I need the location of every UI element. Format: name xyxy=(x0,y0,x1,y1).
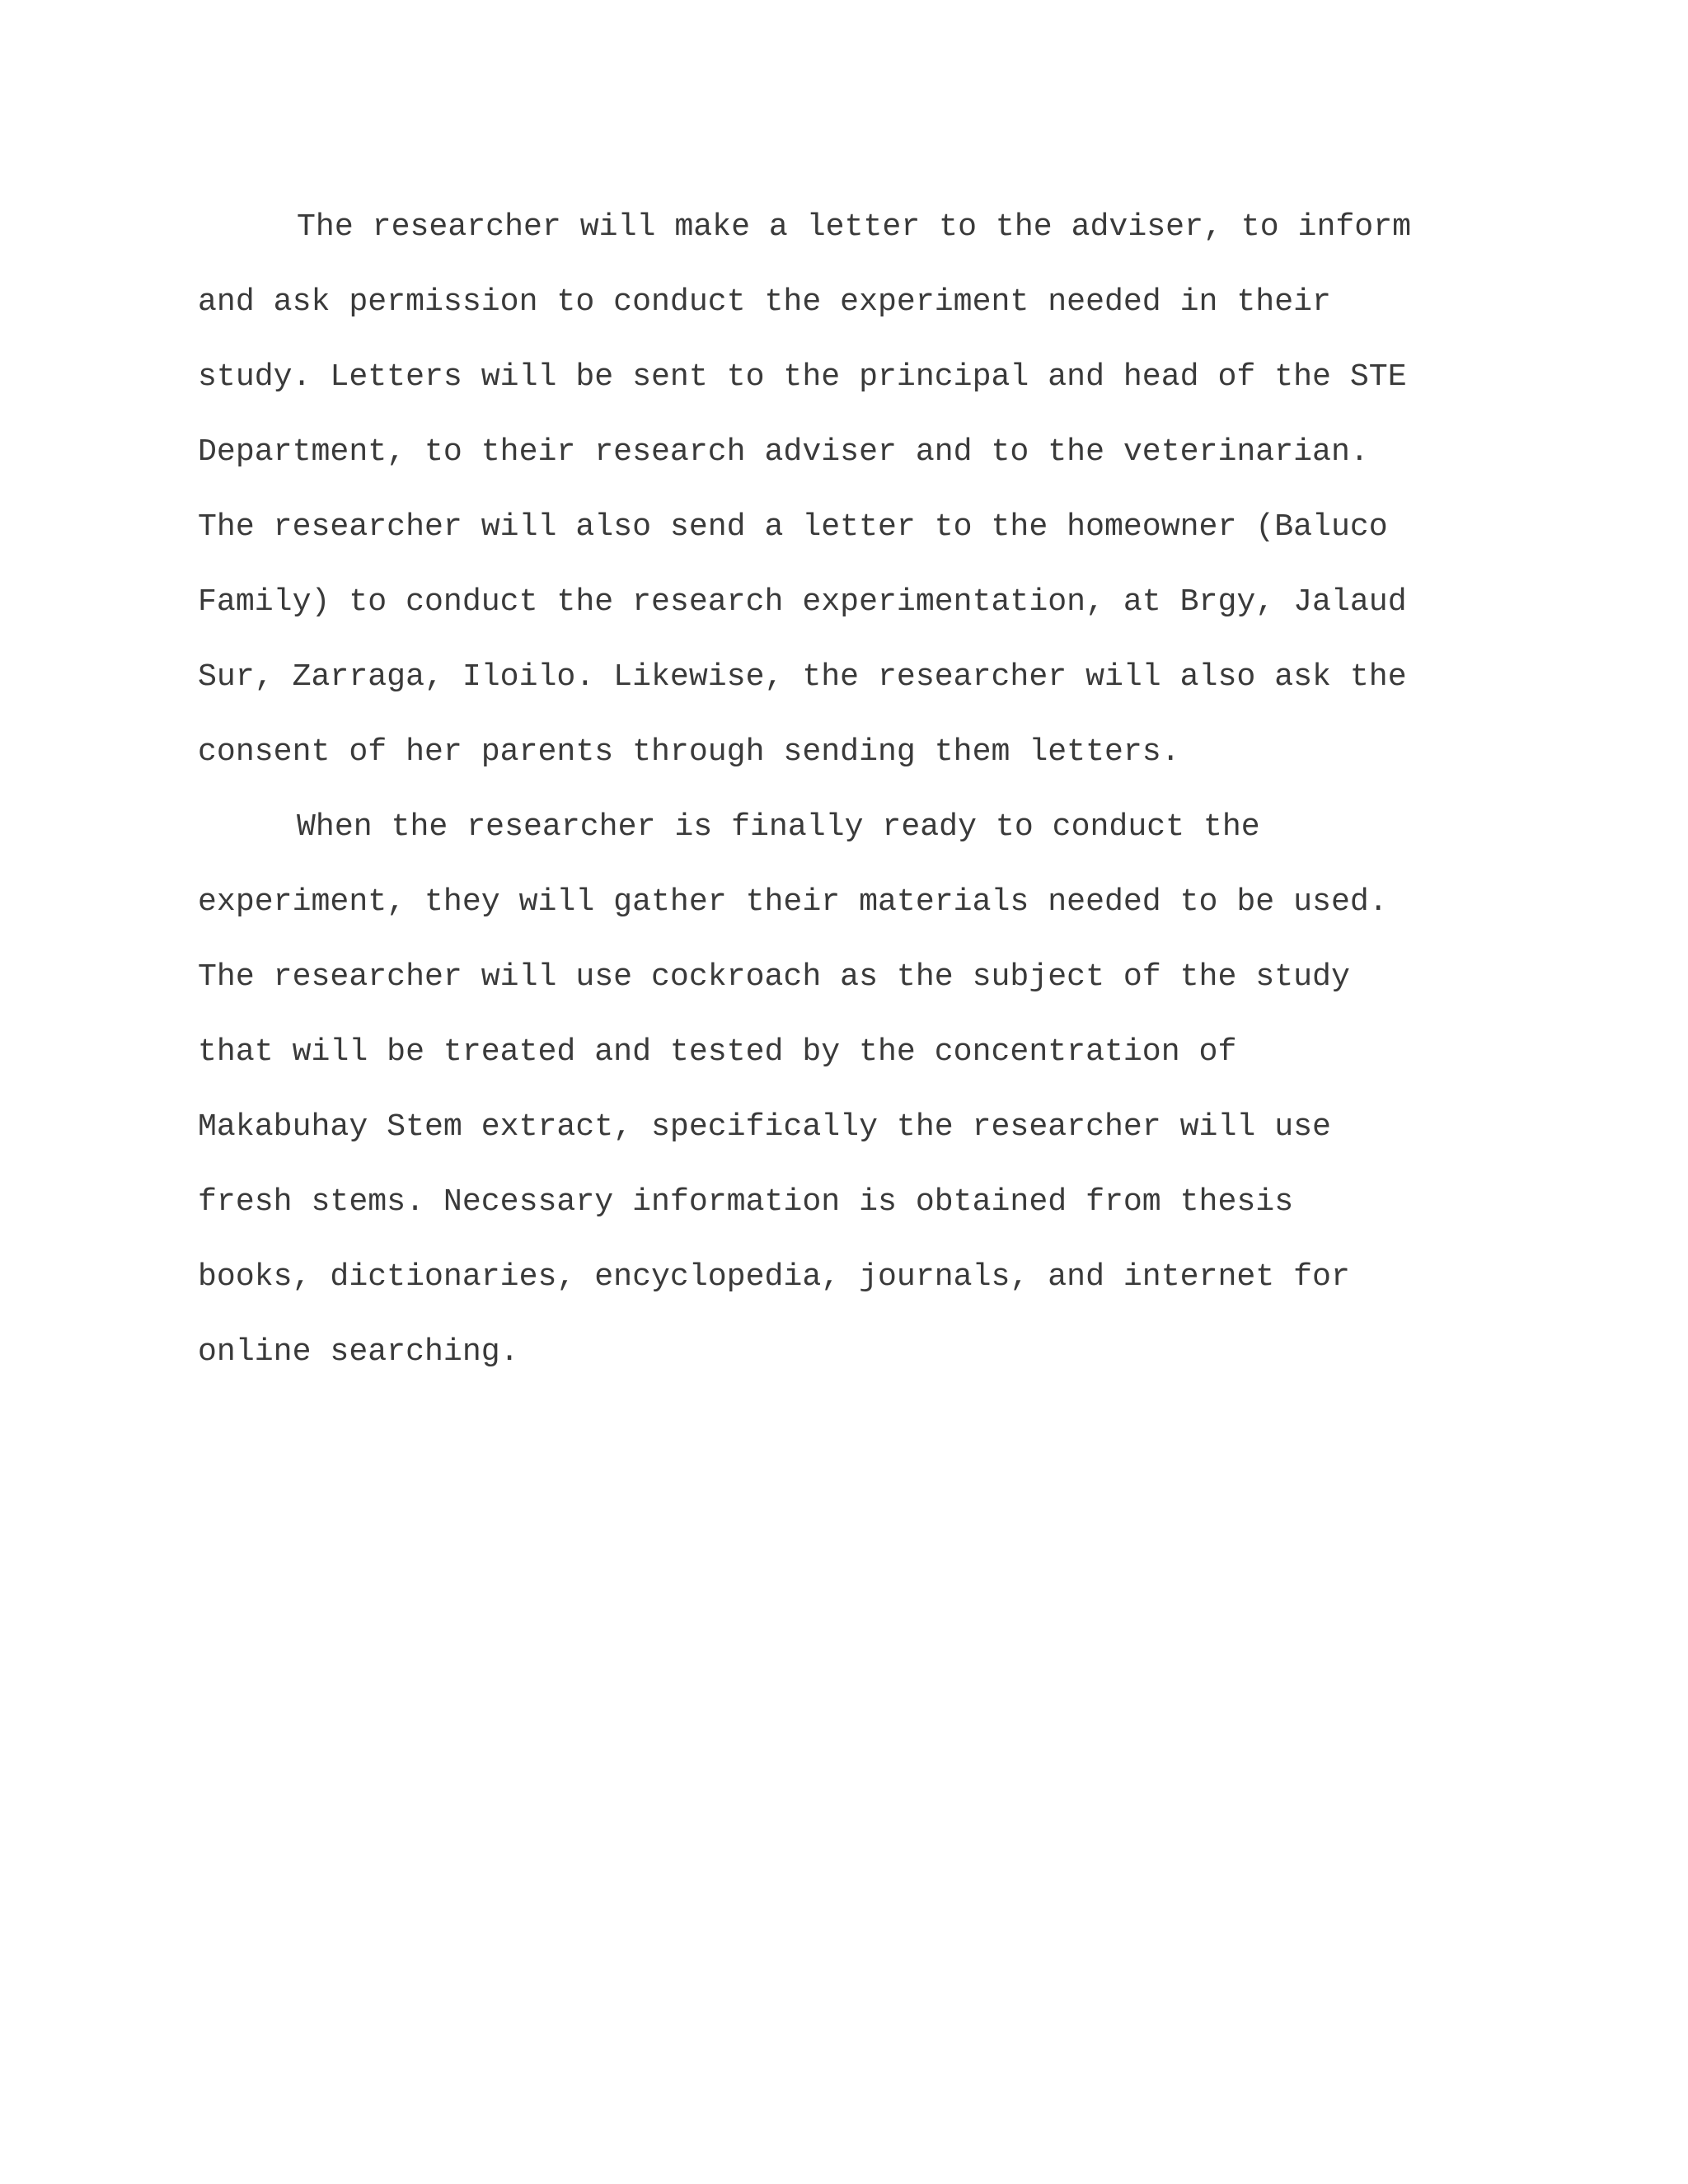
paragraph-line: Department, to their research adviser and to the veterinarian. xyxy=(198,434,1369,470)
paragraph-line: consent of her parents through sending them letters. xyxy=(198,734,1180,770)
paragraph-line: and ask permission to conduct the experiment needed in their xyxy=(198,284,1331,320)
paragraph-line: that will be treated and tested by the concentration of xyxy=(198,1034,1237,1070)
paragraph-line: The researcher will make a letter to the adviser, to inform xyxy=(297,209,1412,245)
paragraph-line: The researcher will also send a letter to the homeowner (Baluco xyxy=(198,509,1388,545)
paragraph-line: Family) to conduct the research experimentation, at Brgy, Jalaud xyxy=(198,584,1407,620)
paragraph-line: fresh stems. Necessary information is obtained from thesis xyxy=(198,1184,1294,1220)
paragraph-1 xyxy=(198,190,1517,790)
paragraph-line: Sur, Zarraga, Iloilo. Likewise, the researcher will also ask the xyxy=(198,659,1407,695)
paragraph-line: books, dictionaries, encyclopedia, journals, and internet for xyxy=(198,1259,1350,1295)
paragraph-line: Makabuhay Stem extract, specifically the researcher will use xyxy=(198,1109,1331,1145)
paragraph-line: When the researcher is finally ready to conduct the xyxy=(297,809,1260,845)
paragraph-line: online searching. xyxy=(198,1334,519,1370)
paragraph-line: study. Letters will be sent to the principal and head of the STE xyxy=(198,359,1407,395)
paragraph-line: The researcher will use cockroach as the subject of the study xyxy=(198,959,1350,995)
body-text xyxy=(198,190,1517,1390)
paragraph-line: experiment, they will gather their materials needed to be used. xyxy=(198,884,1388,920)
paragraph-2 xyxy=(198,790,1517,1390)
